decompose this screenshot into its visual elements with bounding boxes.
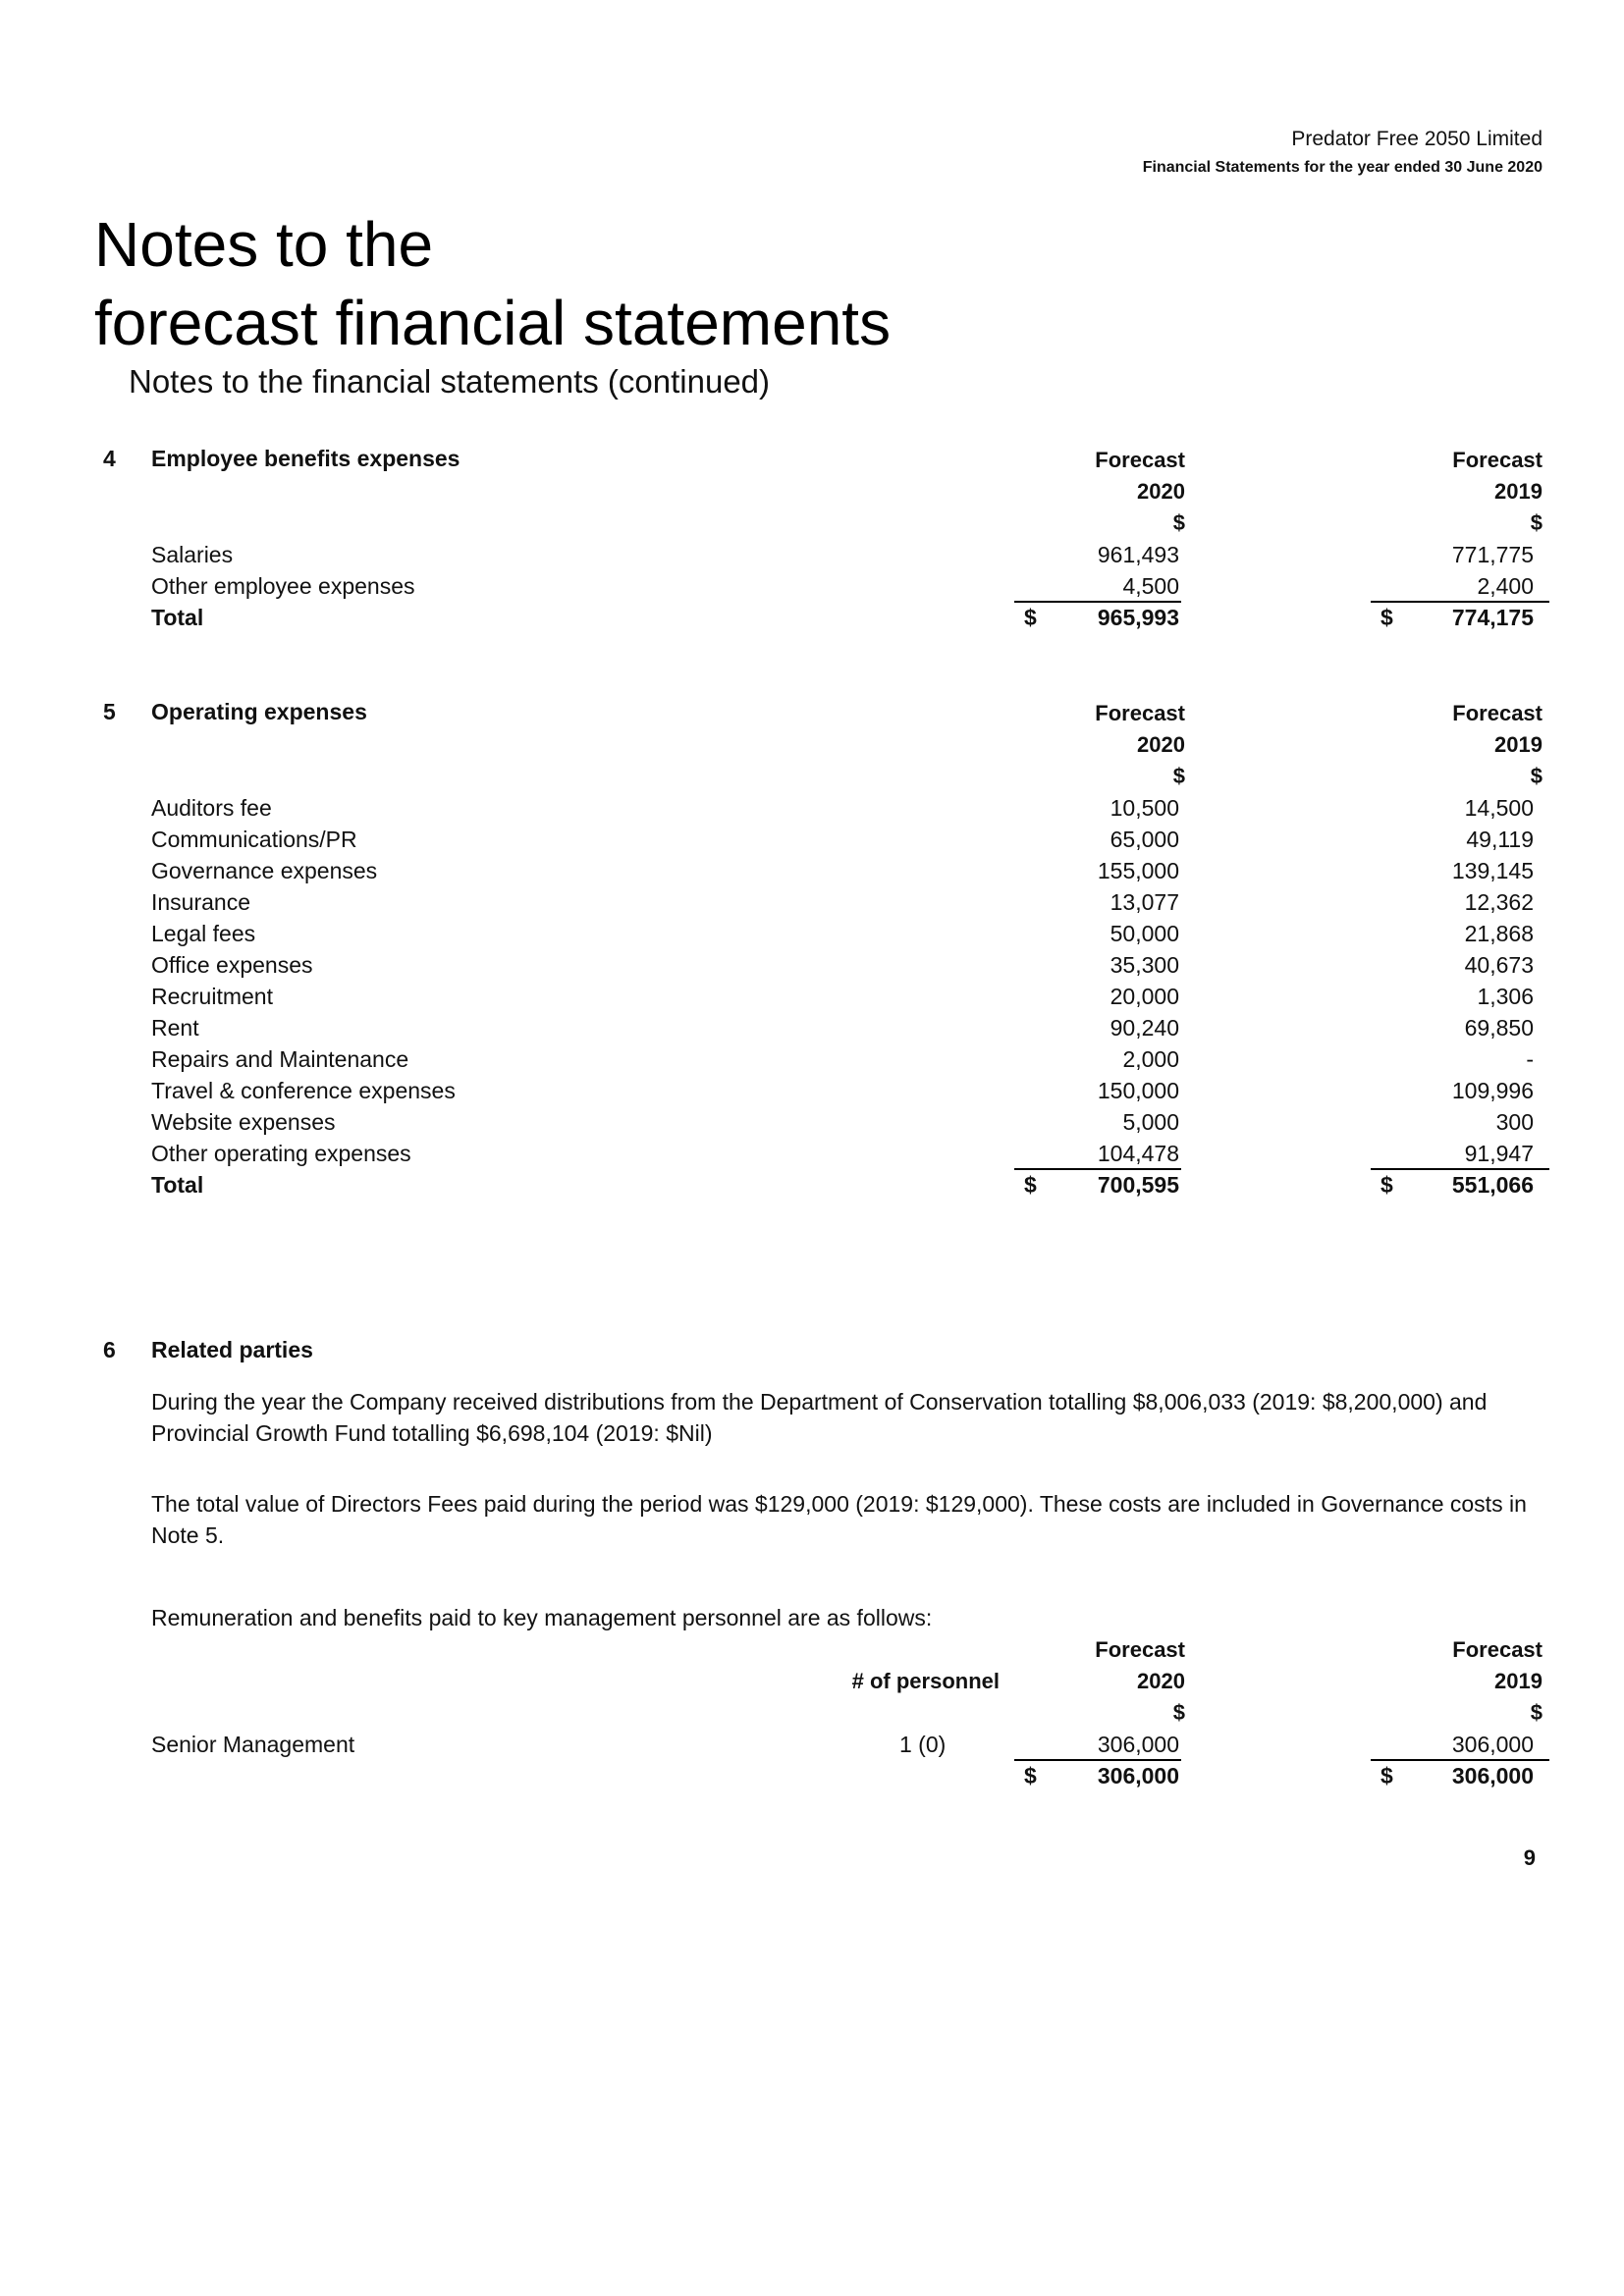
note5-col1-currency: $ (1172, 764, 1185, 788)
note5-row-value-2019: 21,868 (1464, 921, 1534, 946)
note6-col2-year: 2019 (1494, 1669, 1543, 1693)
note5-number: 5 (103, 699, 116, 724)
note4-col1-year: 2020 (1137, 479, 1185, 504)
note5-row-label: Insurance (151, 889, 251, 915)
note6-col1-forecast: Forecast (1095, 1637, 1185, 1662)
note5-total-label: Total (151, 1172, 204, 1198)
note6-total-rule-2019 (1371, 1759, 1549, 1761)
note6-total-2020: 306,000 (1097, 1763, 1179, 1789)
note5-row-value-2020: 2,000 (1122, 1046, 1179, 1072)
note5-row-value-2019: 14,500 (1464, 795, 1534, 821)
note5-row-value-2020: 90,240 (1110, 1015, 1179, 1041)
note6-row-value-2019: 306,000 (1451, 1732, 1534, 1757)
note5-row-value-2019: 91,947 (1464, 1141, 1534, 1166)
note5-row-label: Rent (151, 1015, 199, 1041)
note6-paragraph-directors-fees: The total value of Directors Fees paid during the period was $129,000 (2019: $129,000). These costs are included in Governance costs in Note 5. (151, 1491, 1527, 1548)
note4-col1-currency: $ (1172, 510, 1185, 535)
note5-title: Operating expenses (151, 699, 367, 724)
note5-row-value-2019: 69,850 (1464, 1015, 1534, 1041)
note5-col2-forecast: Forecast (1452, 701, 1543, 725)
note5-row-value-2019: 40,673 (1464, 952, 1534, 978)
note6-personnel-header: # of personnel (851, 1669, 1000, 1693)
note4-col2-year: 2019 (1494, 479, 1543, 504)
note5-row-value-2019: 109,996 (1451, 1078, 1534, 1103)
page-subtitle: Notes to the financial statements (continued) (129, 363, 771, 400)
note6-total-currency-2019: $ (1380, 1763, 1393, 1789)
note5-total-2020: 700,595 (1097, 1172, 1179, 1198)
note4-number: 4 (103, 446, 116, 471)
note5-row-label: Website expenses (151, 1109, 336, 1135)
note5-row-label: Other operating expenses (151, 1141, 411, 1166)
note5-row-value-2020: 20,000 (1110, 984, 1179, 1009)
note5-row-label: Repairs and Maintenance (151, 1046, 409, 1072)
company-name: Predator Free 2050 Limited (1291, 128, 1543, 150)
note5-row-label: Auditors fee (151, 795, 272, 821)
note5-row-value-2020: 150,000 (1097, 1078, 1179, 1103)
note6-paragraph-remuneration: Remuneration and benefits paid to key management personnel are as follows: (151, 1605, 933, 1630)
note5-row-label: Legal fees (151, 921, 256, 946)
note6-row-personnel: 1 (0) (899, 1732, 947, 1757)
note5-row-value-2019: - (1526, 1046, 1534, 1072)
note4-title: Employee benefits expenses (151, 446, 460, 471)
note6-col2-currency: $ (1530, 1700, 1543, 1725)
note6-total-currency-2020: $ (1024, 1763, 1037, 1789)
note6-col1-year: 2020 (1137, 1669, 1185, 1693)
page-title-line1: Notes to the (94, 209, 434, 280)
note4-total-2020: 965,993 (1097, 605, 1179, 630)
note5-row-value-2019: 300 (1495, 1109, 1534, 1135)
note6-row-label: Senior Management (151, 1732, 355, 1757)
note5-row-label: Communications/PR (151, 827, 357, 852)
note5-col2-currency: $ (1530, 764, 1543, 788)
note5-row-label: Governance expenses (151, 858, 378, 883)
note5-col1-year: 2020 (1137, 732, 1185, 757)
note4-total-currency-2020: $ (1024, 605, 1037, 630)
note4-total-label: Total (151, 605, 204, 630)
note5-row-label: Travel & conference expenses (151, 1078, 456, 1103)
note4-total-2019: 774,175 (1451, 605, 1534, 630)
note5-row-label: Recruitment (151, 984, 273, 1009)
note4-col1-forecast: Forecast (1095, 448, 1185, 472)
note4-total-rule-2019 (1371, 601, 1549, 603)
note5-row-value-2020: 35,300 (1110, 952, 1179, 978)
note5-total-currency-2020: $ (1024, 1172, 1037, 1198)
note4-row-label: Salaries (151, 542, 234, 567)
note6-col2-forecast: Forecast (1452, 1637, 1543, 1662)
note4-total-currency-2019: $ (1380, 605, 1393, 630)
note4-row-value-2019: 2,400 (1477, 573, 1534, 599)
note6-number: 6 (103, 1337, 116, 1362)
note6-title: Related parties (151, 1337, 313, 1362)
note5-total-2019: 551,066 (1451, 1172, 1534, 1198)
note5-row-value-2019: 139,145 (1451, 858, 1534, 883)
note5-total-rule-2020 (1014, 1168, 1181, 1170)
note6-total-rule-2020 (1014, 1759, 1181, 1761)
note6-total-2019: 306,000 (1451, 1763, 1534, 1789)
note5-row-value-2019: 1,306 (1477, 984, 1534, 1009)
note5-col1-forecast: Forecast (1095, 701, 1185, 725)
note4-col2-forecast: Forecast (1452, 448, 1543, 472)
note4-row-label: Other employee expenses (151, 573, 415, 599)
note5-row-value-2020: 50,000 (1110, 921, 1179, 946)
note4-row-value-2019: 771,775 (1451, 542, 1534, 567)
note5-row-value-2020: 155,000 (1097, 858, 1179, 883)
statements-subtitle: Financial Statements for the year ended 30 June 2020 (1142, 159, 1543, 176)
note5-row-label: Office expenses (151, 952, 313, 978)
note5-row-value-2020: 13,077 (1110, 889, 1179, 915)
note4-row-value-2020: 4,500 (1122, 573, 1179, 599)
note5-row-value-2020: 65,000 (1110, 827, 1179, 852)
note4-col2-currency: $ (1530, 510, 1543, 535)
note5-total-currency-2019: $ (1380, 1172, 1393, 1198)
note5-total-rule-2019 (1371, 1168, 1549, 1170)
note4-row-value-2020: 961,493 (1097, 542, 1179, 567)
note5-row-value-2020: 5,000 (1122, 1109, 1179, 1135)
note5-row-value-2019: 12,362 (1464, 889, 1534, 915)
note5-row-value-2019: 49,119 (1466, 827, 1534, 852)
note5-row-value-2020: 104,478 (1097, 1141, 1179, 1166)
page-number: 9 (1523, 1845, 1536, 1870)
note6-row-value-2020: 306,000 (1097, 1732, 1179, 1757)
note5-col2-year: 2019 (1494, 732, 1543, 757)
note6-paragraph-distributions: During the year the Company received distributions from the Department of Conservation totalling $8,006,033 (2019: $8,200,000) and Provincial Growth Fund totalling $6,698,104 (2019: $Nil) (151, 1389, 1488, 1446)
note4-total-rule-2020 (1014, 601, 1181, 603)
note6-col1-currency: $ (1172, 1700, 1185, 1725)
note5-row-value-2020: 10,500 (1110, 795, 1179, 821)
page-title-line2: forecast financial statements (94, 288, 892, 358)
